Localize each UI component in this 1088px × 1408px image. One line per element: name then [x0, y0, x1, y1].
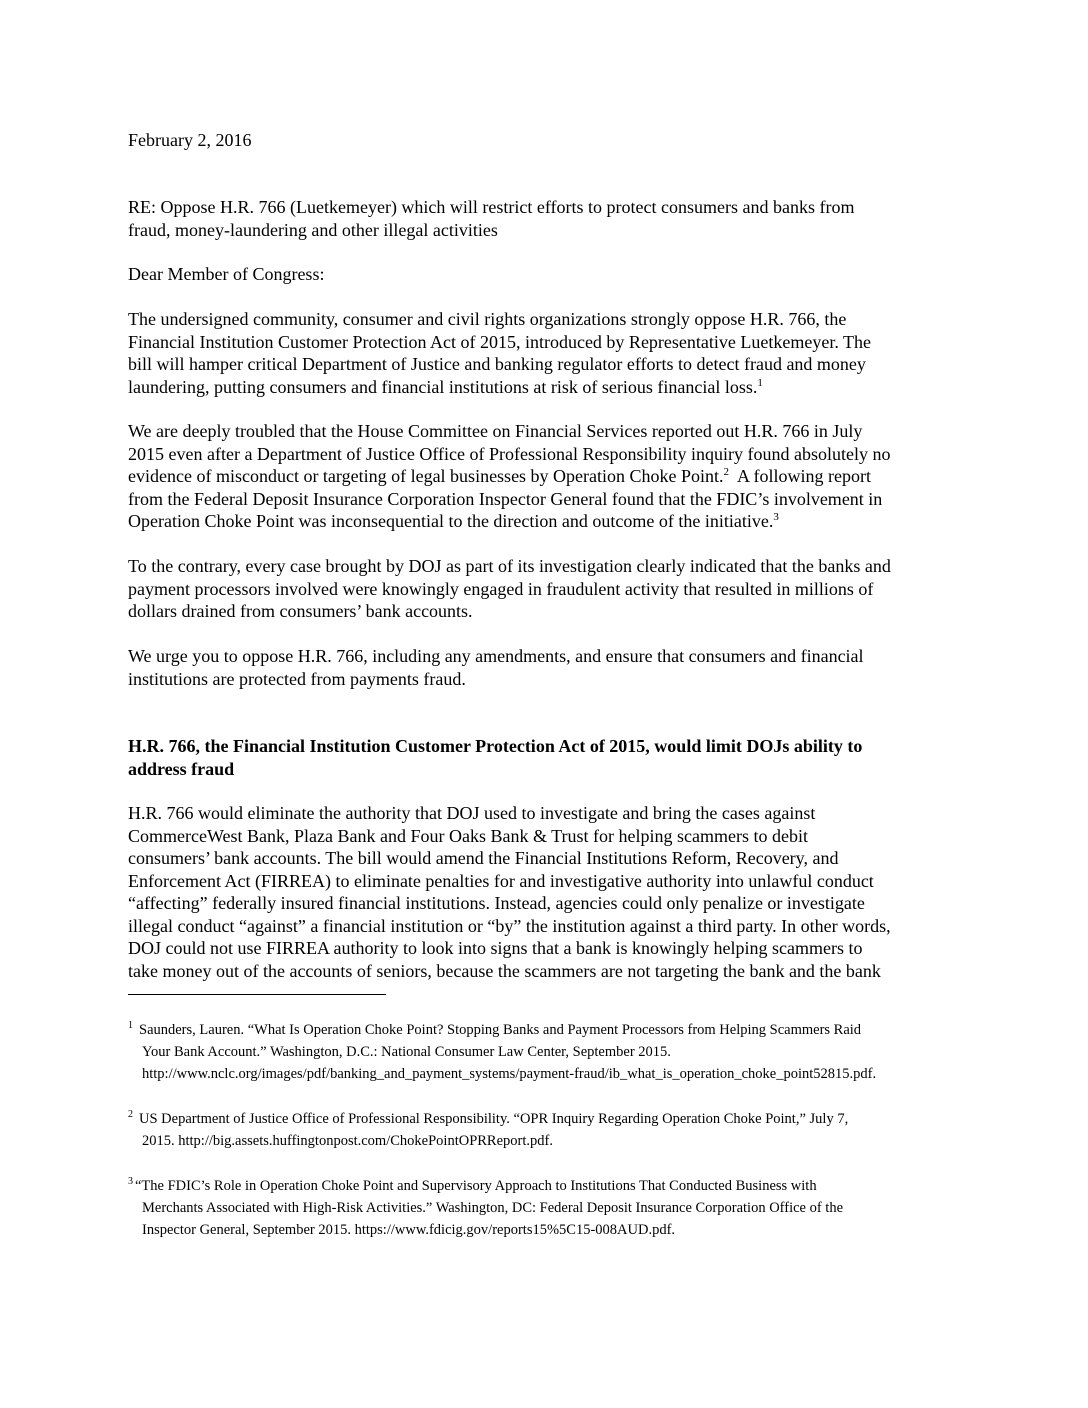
paragraph-line: We urge you to oppose H.R. 766, including any amendments, and ensure that consumers and financial	[128, 646, 864, 666]
paragraph-line: payment processors involved were knowingly engaged in fraudulent activity that resulted in millions of	[128, 578, 874, 599]
paragraph-line: We are deeply troubled that the House Committee on Financial Services reported out H.R. 766 in July	[128, 421, 863, 441]
footnote-text: US Department of Justice Office of Professional Responsibility. “OPR Inquiry Regarding Operation Choke Point,” July 7,	[139, 1111, 849, 1127]
footnote-text: “The FDIC’s Role in Operation Choke Point and Supervisory Approach to Institutions That Conducted Business with	[135, 1178, 817, 1194]
date-text: February 2, 2016	[128, 130, 252, 150]
subject-line	[128, 196, 978, 241]
subject-line-2: fraud, money-laundering and other illegal activities	[128, 219, 498, 240]
paragraph-line: Financial Institution Customer Protection Act of 2015, introduced by Representative Luetkemeyer. The	[128, 331, 872, 352]
footnote-ref-1[interactable]: 1	[757, 376, 763, 389]
footnote-ref-2[interactable]: 2	[723, 466, 730, 478]
footnote-text: Your Bank Account.” Washington, D.C.: National Consumer Law Center, September 2015.	[142, 1044, 671, 1060]
paragraph-line: The undersigned community, consumer and civil rights organizations strongly oppose H.R. 766, the	[128, 309, 847, 329]
footnote-marker: 2	[128, 1109, 133, 1121]
subject-line-1: RE: Oppose H.R. 766 (Luetkemeyer) which will restrict efforts to protect consumers and banks from	[128, 197, 855, 217]
paragraph-line: illegal conduct “against” a financial institution or “by” the institution against a third party. In other words,	[128, 915, 891, 936]
footnote-link[interactable]: Inspector General, September 2015. https://www.fdicig.gov/reports15%5C15-008AUD.pdf.	[142, 1222, 676, 1238]
paragraph-committee	[128, 420, 978, 533]
footnote-text: Merchants Associated with High-Risk Activities.” Washington, DC: Federal Deposit Insurance Corporation Office of the	[142, 1200, 844, 1216]
paragraph-line: Enforcement Act (FIRREA) to eliminate penalties for and investigative authority into unlawful conduct	[128, 870, 874, 891]
paragraph-line: bill will hamper critical Department of Justice and banking regulator efforts to detect fraud and money	[128, 354, 866, 374]
paragraph-line: consumers’ bank accounts. The bill would amend the Financial Institutions Reform, Recovery, and	[128, 848, 839, 868]
footnote-marker: 3	[128, 1176, 133, 1188]
paragraph-line: dollars drained from consumers’ bank accounts.	[128, 601, 473, 621]
paragraph-line: 2015 even after a Department of Justice Office of Professional Responsibility inquiry found absolutely no	[128, 443, 891, 464]
footnote-text: Saunders, Lauren. “What Is Operation Choke Point? Stopping Banks and Payment Processors from Helping Scammers Raid	[139, 1022, 862, 1038]
paragraph-line	[128, 376, 978, 399]
paragraph-line-text: evidence of misconduct or targeting of legal businesses by Operation Choke Point.	[128, 466, 724, 486]
paragraph-line: CommerceWest Bank, Plaza Bank and Four Oaks Bank & Trust for helping scammers to debit	[128, 825, 808, 846]
paragraph-line: from the Federal Deposit Insurance Corporation Inspector General found that the FDIC’s involvement in	[128, 488, 883, 509]
paragraph-line-text: Operation Choke Point was inconsequential to the direction and outcome of the initiative.	[128, 511, 774, 531]
paragraph-contrary	[128, 555, 978, 623]
footnote-marker: 1	[128, 1020, 133, 1032]
paragraph-firrea	[128, 802, 978, 982]
paragraph-opposition	[128, 308, 978, 398]
salutation	[128, 263, 978, 286]
footnote-1	[128, 1019, 978, 1085]
paragraph-line	[128, 465, 978, 488]
footnote-separator	[128, 994, 386, 995]
footnote-link[interactable]: 2015. http://big.assets.huffingtonpost.com/ChokePointOPRReport.pdf.	[142, 1133, 553, 1149]
paragraph-line: institutions are protected from payments fraud.	[128, 668, 466, 689]
paragraph-line: “affecting” federally insured financial institutions. Instead, agencies could only penalize or investigate	[128, 893, 865, 913]
footnote-link[interactable]: http://www.nclc.org/images/pdf/banking_and_payment_systems/payment-fraud/ib_what_is_operation_choke_point52815.pdf.	[142, 1066, 877, 1082]
paragraph-line	[128, 510, 978, 533]
letter-date	[128, 129, 978, 152]
paragraph-line: To the contrary, every case brought by DOJ as part of its investigation clearly indicated that the banks and	[128, 556, 891, 576]
footnote-3	[128, 1175, 978, 1241]
paragraph-line: DOJ could not use FIRREA authority to look into signs that a bank is knowingly helping scammers to	[128, 938, 863, 958]
paragraph-line-text: laundering, putting consumers and financial institutions at risk of serious financial loss.	[128, 376, 758, 397]
paragraph-line-text: A following report	[729, 466, 872, 486]
paragraph-line: H.R. 766 would eliminate the authority that DOJ used to investigate and bring the cases against	[128, 803, 816, 823]
salutation-text: Dear Member of Congress:	[128, 264, 325, 284]
footnote-2	[128, 1108, 978, 1152]
footnote-ref-3[interactable]: 3	[773, 511, 779, 523]
heading-line: address fraud	[128, 758, 235, 779]
paragraph-urge	[128, 645, 978, 690]
section-heading	[128, 735, 978, 780]
paragraph-line: take money out of the accounts of seniors, because the scammers are not targeting the bank and the bank	[128, 960, 881, 981]
heading-line: H.R. 766, the Financial Institution Customer Protection Act of 2015, would limit DOJs ability to	[128, 736, 863, 756]
